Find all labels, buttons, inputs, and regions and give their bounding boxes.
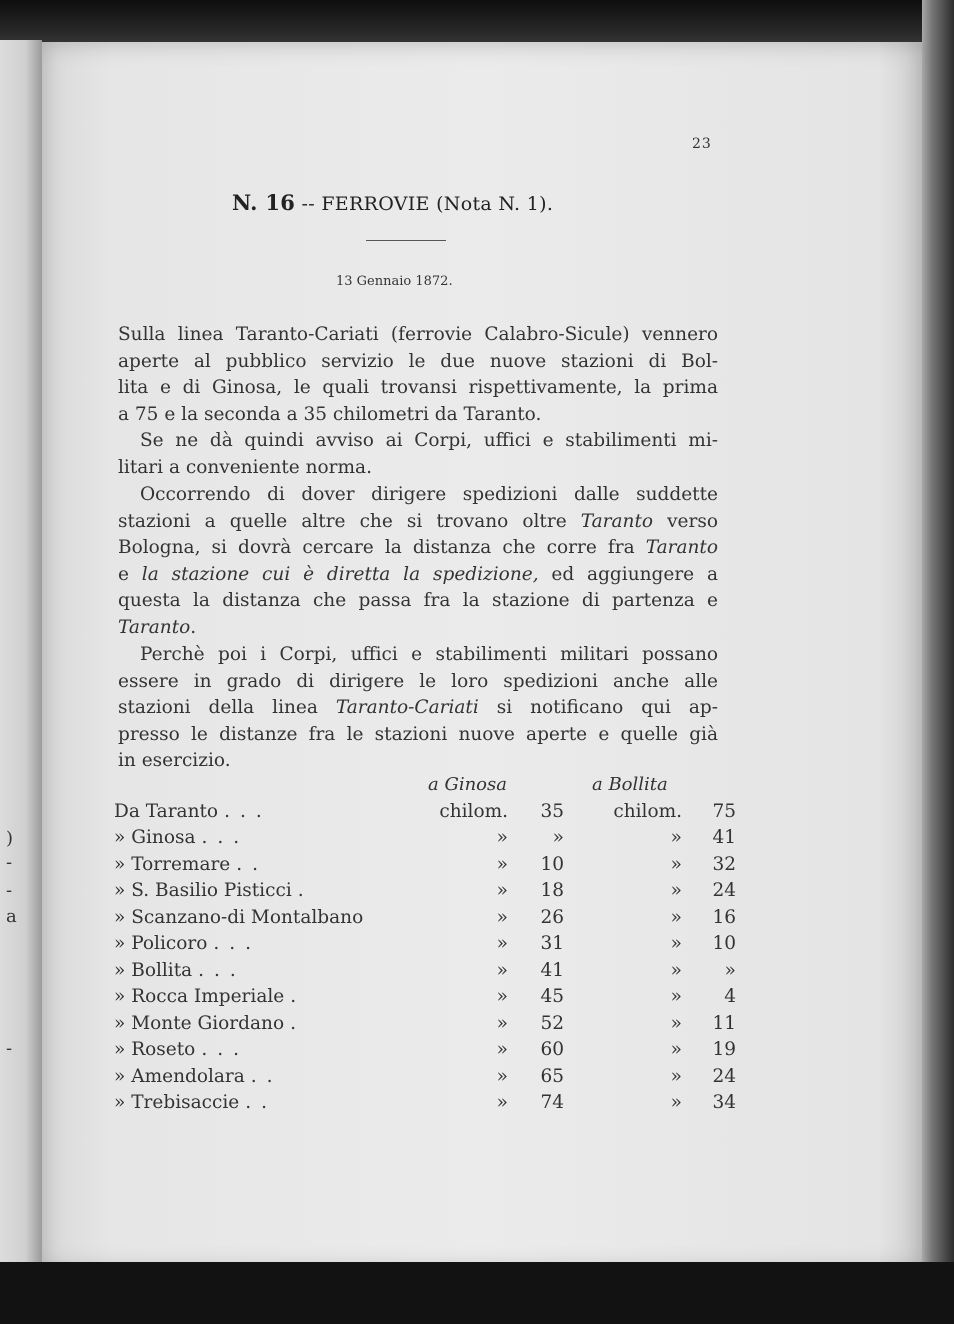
bollita-distance-cell: 19 <box>712 1039 736 1061</box>
heading-rule <box>366 240 446 241</box>
text-line: presso le distanze fra le stazioni nuove aperte e quelle già <box>118 723 718 745</box>
table-row <box>114 1090 736 1117</box>
bollita-unit-cell: » <box>670 933 682 955</box>
station-cell <box>114 878 410 905</box>
bollita-unit-cell: » <box>670 853 682 875</box>
ginosa-distance-cell: 45 <box>540 986 564 1008</box>
station-name: Trebisaccie <box>131 1092 240 1114</box>
bollita-unit-cell: » <box>670 959 682 981</box>
station-prefix: » <box>114 933 126 955</box>
station-prefix: » <box>114 986 126 1008</box>
ginosa-distance-cell: 60 <box>540 1039 564 1061</box>
bollita-unit-cell: » <box>670 880 682 902</box>
italic-run: Taranto <box>118 616 191 638</box>
station-prefix: » <box>114 827 126 849</box>
ginosa-unit-cell: » <box>496 880 508 902</box>
table-row <box>114 931 736 958</box>
italic-run: Taranto <box>580 510 654 532</box>
edge-mark: - <box>6 880 13 901</box>
table-row <box>114 904 736 931</box>
leader-dots: .. <box>250 1065 283 1087</box>
bollita-distance-cell: 16 <box>712 906 736 928</box>
station-prefix: Da <box>114 800 140 822</box>
station-prefix: » <box>114 1065 126 1087</box>
italic-run: la stazione cui è diretta la spedizione, <box>141 563 539 585</box>
station-cell <box>114 984 410 1011</box>
edge-mark: - <box>6 1038 13 1059</box>
station-prefix: » <box>114 1039 126 1061</box>
document-heading <box>232 190 553 215</box>
bollita-unit-cell: » <box>670 827 682 849</box>
station-cell <box>114 957 410 984</box>
bollita-unit-cell: » <box>670 1012 682 1034</box>
bollita-distance-cell: 24 <box>712 1065 736 1087</box>
table-row <box>114 1010 736 1037</box>
leader-dots <box>363 907 369 928</box>
left-page-edge <box>0 40 42 1270</box>
station-name: Torremare <box>131 853 231 875</box>
text-line: litari a conveniente norma. <box>118 456 372 478</box>
scan-bottom-border <box>0 1262 954 1324</box>
station-cell <box>114 1010 410 1037</box>
text-run: stazioni a quelle altre che si trovano oltre <box>118 510 581 532</box>
text-line: a 75 e la seconda a 35 chilometri da Taranto. <box>118 403 542 425</box>
edge-mark: a <box>6 906 17 927</box>
ginosa-distance-cell: 10 <box>540 853 564 875</box>
edge-mark: ) <box>6 828 14 849</box>
text-line: Sulla linea Taranto-Cariati (ferrovie Calabro-Sicule) vennero <box>118 324 718 345</box>
station-prefix: » <box>114 906 126 928</box>
station-cell <box>114 1063 410 1090</box>
station-name: Bollita <box>131 959 193 981</box>
text-line: essere in grado di dirigere le loro spedizioni anche alle <box>118 670 718 692</box>
text-line <box>118 695 718 722</box>
leader-dots: ... <box>201 1039 249 1061</box>
bollita-distance-cell: 41 <box>712 827 736 849</box>
text-line: aperte al pubblico servizio le due nuove stazioni di Bol- <box>118 350 718 372</box>
text-line: lita e di Ginosa, le quali trovansi rispettivamente, la prima <box>118 377 718 398</box>
table-row <box>114 798 736 825</box>
station-cell <box>114 1037 410 1064</box>
station-name: Taranto <box>145 800 219 822</box>
ginosa-distance-cell: 31 <box>540 933 564 955</box>
text-line <box>118 615 718 642</box>
text-run: verso <box>653 510 718 532</box>
bollita-unit-cell: » <box>670 1039 682 1061</box>
text-line: Occorrendo di dover dirigere spedizioni dalle suddette <box>140 484 718 505</box>
paragraph-3 <box>118 482 718 641</box>
station-cell <box>114 1090 410 1117</box>
ginosa-unit-cell: » <box>496 933 508 955</box>
station-name: Roseto <box>131 1039 196 1061</box>
station-cell <box>114 931 410 958</box>
leader-dots: . <box>290 986 307 1008</box>
text-line: in esercizio. <box>118 750 231 771</box>
ginosa-distance-cell: 52 <box>540 1012 564 1034</box>
station-name: S. Basilio Pisticci <box>131 880 292 902</box>
text-line: questa la distanza che passa fra la stazione di partenza e <box>118 590 718 611</box>
ginosa-distance-cell: 65 <box>540 1065 564 1087</box>
station-prefix: » <box>114 1092 126 1114</box>
right-binding-edge <box>922 0 954 1324</box>
leader-dots: . <box>297 880 314 902</box>
bollita-distance-cell: 11 <box>712 1012 736 1034</box>
bollita-distance-cell: 4 <box>724 986 736 1008</box>
station-name: Ginosa <box>131 827 196 849</box>
leader-dots: ... <box>198 959 246 981</box>
text-run: ed aggiungere a <box>538 563 718 585</box>
bollita-distance-cell: 75 <box>712 800 736 822</box>
ginosa-distance-cell: 18 <box>540 880 564 902</box>
station-name: Policoro <box>131 933 208 955</box>
bollita-distance-cell: » <box>724 959 736 981</box>
paragraph-1 <box>118 322 718 428</box>
ginosa-distance-cell: 74 <box>540 1092 564 1114</box>
page-number: 23 <box>692 136 712 152</box>
ginosa-unit-cell: » <box>496 1012 508 1034</box>
distance-table <box>114 798 736 1116</box>
text-run: stazioni della linea <box>118 697 336 718</box>
table-row <box>114 851 736 878</box>
scan-top-border <box>0 0 954 48</box>
leader-dots: ... <box>224 800 272 822</box>
table-row <box>114 825 736 852</box>
ginosa-distance-cell: 26 <box>540 906 564 928</box>
table-row <box>114 1063 736 1090</box>
column-header-ginosa: a Ginosa <box>428 774 507 795</box>
leader-dots: .. <box>245 1092 277 1114</box>
text-line: Se ne dà quindi avviso ai Corpi, uffici e stabilimenti mi- <box>140 430 718 451</box>
leader-dots: . <box>290 1012 306 1034</box>
distance-table-body <box>114 798 736 1116</box>
paragraph-4 <box>118 642 718 775</box>
text-line: Perchè poi i Corpi, uffici e stabilimenti militari possano <box>140 644 718 665</box>
bollita-distance-cell: 34 <box>712 1092 736 1114</box>
bollita-unit-cell: chilom. <box>613 800 682 822</box>
text-run: si notificano qui ap- <box>478 697 718 718</box>
bollita-distance-cell: 24 <box>712 880 736 902</box>
leader-dots: .. <box>236 853 269 875</box>
text-line <box>118 562 718 589</box>
text-line <box>118 535 718 562</box>
table-row <box>114 1037 736 1064</box>
station-name: Rocca Imperiale <box>131 986 285 1008</box>
table-row <box>114 878 736 905</box>
ginosa-unit-cell: » <box>496 853 508 875</box>
station-prefix: » <box>114 880 126 902</box>
station-cell <box>114 851 410 878</box>
ginosa-unit-cell: » <box>496 986 508 1008</box>
ginosa-unit-cell: » <box>496 1092 508 1114</box>
station-cell <box>114 904 410 931</box>
bollita-unit-cell: » <box>670 1092 682 1114</box>
station-prefix: » <box>114 959 126 981</box>
table-row <box>114 957 736 984</box>
edge-mark: - <box>6 852 13 873</box>
heading-number: N. 16 <box>232 190 296 215</box>
italic-run: Taranto-Cariati <box>335 697 479 718</box>
ginosa-unit-cell: » <box>496 1065 508 1087</box>
document-date: 13 Gennaio 1872. <box>336 274 453 289</box>
bollita-distance-cell: 32 <box>712 853 736 875</box>
station-cell <box>114 825 410 852</box>
heading-title: -- FERROVIE (Nota N. 1). <box>301 193 554 215</box>
ginosa-unit-cell: » <box>496 827 508 849</box>
ginosa-distance-cell: 35 <box>540 800 564 822</box>
ginosa-unit-cell: » <box>496 906 508 928</box>
leader-dots: ... <box>201 827 250 849</box>
bollita-distance-cell: 10 <box>712 933 736 955</box>
ginosa-distance-cell: 41 <box>540 959 564 981</box>
paragraph-2 <box>118 428 718 481</box>
bollita-unit-cell: » <box>670 986 682 1008</box>
text-run: Bologna, si dovrà cercare la distanza che corre fra <box>118 537 646 558</box>
station-name: Monte Giordano <box>131 1012 285 1034</box>
text-run: e <box>118 563 142 585</box>
station-name: Amendolara <box>131 1065 245 1087</box>
ginosa-unit-cell: chilom. <box>439 800 508 822</box>
bollita-unit-cell: » <box>670 906 682 928</box>
station-name: Scanzano-di Montalbano <box>131 906 364 928</box>
ginosa-distance-cell: » <box>552 827 564 849</box>
column-header-bollita: a Bollita <box>592 774 668 795</box>
italic-run: Taranto <box>645 537 718 558</box>
leader-dots: ... <box>213 933 262 955</box>
text-line <box>118 509 718 536</box>
station-prefix: » <box>114 853 126 875</box>
table-row <box>114 984 736 1011</box>
ginosa-unit-cell: » <box>496 1039 508 1061</box>
station-prefix: » <box>114 1012 126 1034</box>
station-cell <box>114 798 410 825</box>
bollita-unit-cell: » <box>670 1065 682 1087</box>
text-run: . <box>190 616 197 638</box>
ginosa-unit-cell: » <box>496 959 508 981</box>
